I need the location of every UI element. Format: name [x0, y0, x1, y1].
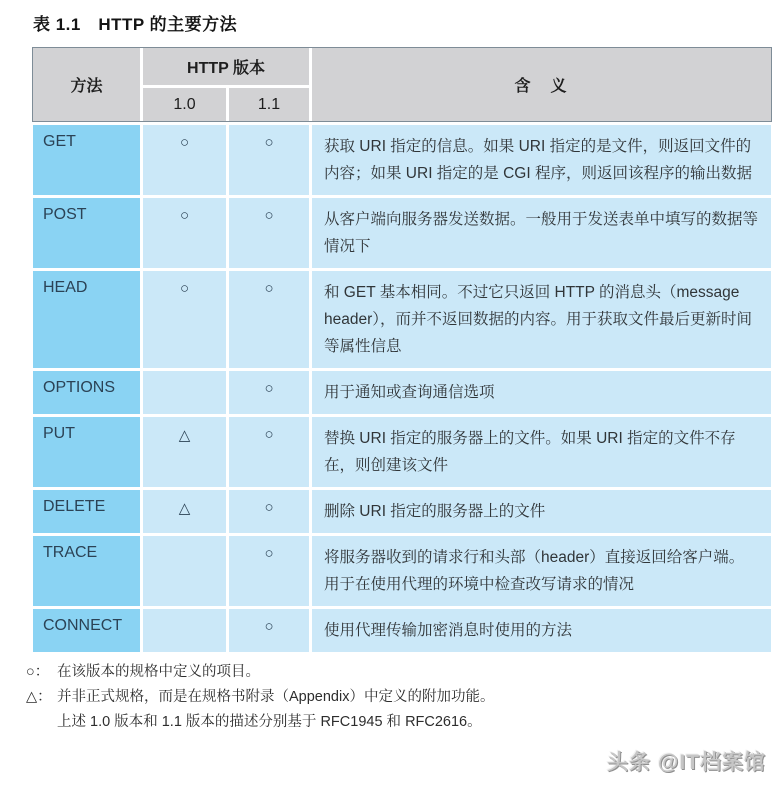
header-version-1-0: 1.0	[143, 88, 226, 121]
method-name-cell: DELETE	[33, 490, 140, 533]
version-1-0-cell: △	[143, 490, 226, 533]
meaning-cell: 用于通知或查询通信选项	[312, 371, 771, 414]
http-methods-table	[33, 48, 771, 652]
meaning-cell: 将服务器收到的请求行和头部（header）直接返回给客户端。用于在使用代理的环境中检查改写请求的情况	[312, 536, 771, 606]
footnote-line	[26, 710, 771, 735]
meaning-cell: 使用代理传输加密消息时使用的方法	[312, 609, 771, 652]
meaning-cell: 和 GET 基本相同。不过它只返回 HTTP 的消息头（message header），而并不返回数据的内容。用于获取文件最后更新时间等属性信息	[312, 271, 771, 368]
header-http-version-group: HTTP 版本	[143, 48, 309, 85]
meaning-cell: 从客户端向服务器发送数据。一般用于发送表单中填写的数据等情况下	[312, 198, 771, 268]
method-name-cell: GET	[33, 125, 140, 195]
footnote-symbol: ○：	[26, 664, 50, 680]
version-1-1-cell: ○	[229, 371, 309, 414]
version-1-1-cell: ○	[229, 536, 309, 606]
table-header	[33, 48, 771, 121]
table-body	[33, 125, 771, 652]
footnote-line	[26, 660, 771, 685]
method-name-cell: OPTIONS	[33, 371, 140, 414]
table-caption: 表 1.1 HTTP 的主要方法	[33, 15, 238, 34]
version-1-0-cell: ○	[143, 198, 226, 268]
footnote-text: 并非正式规格，而是在规格书附录（Appendix）中定义的附加功能。	[57, 689, 495, 705]
header-meaning: 含 义	[312, 48, 771, 121]
footnotes	[26, 660, 771, 735]
footnote-text: 在该版本的规格中定义的项目。	[57, 664, 260, 680]
version-1-0-cell: △	[143, 417, 226, 487]
version-1-0-cell: ○	[143, 271, 226, 368]
version-1-1-cell: ○	[229, 125, 309, 195]
version-1-1-cell: ○	[229, 271, 309, 368]
version-1-0-cell: ○	[143, 125, 226, 195]
footnote-symbol	[26, 710, 57, 735]
version-1-0-cell	[143, 536, 226, 606]
footnote-symbol: △：	[26, 689, 52, 705]
version-1-0-cell	[143, 609, 226, 652]
header-method: 方法	[33, 48, 140, 121]
method-name-cell: PUT	[33, 417, 140, 487]
method-name-cell: CONNECT	[33, 609, 140, 652]
meaning-cell: 删除 URI 指定的服务器上的文件	[312, 490, 771, 533]
version-1-0-cell	[143, 371, 226, 414]
method-name-cell: HEAD	[33, 271, 140, 368]
version-1-1-cell: ○	[229, 198, 309, 268]
footnote-text: 上述 1.0 版本和 1.1 版本的描述分别基于 RFC1945 和 RFC2616。	[57, 714, 482, 730]
method-name-cell: TRACE	[33, 536, 140, 606]
footnote-line	[26, 685, 771, 710]
meaning-cell: 获取 URI 指定的信息。如果 URI 指定的是文件，则返回文件的内容；如果 URI 指定的是 CGI 程序，则返回该程序的输出数据	[312, 125, 771, 195]
version-1-1-cell: ○	[229, 490, 309, 533]
version-1-1-cell: ○	[229, 417, 309, 487]
header-version-1-1: 1.1	[229, 88, 309, 121]
watermark: 头条 @IT档案馆	[607, 751, 766, 774]
method-name-cell: POST	[33, 198, 140, 268]
meaning-cell: 替换 URI 指定的服务器上的文件。如果 URI 指定的文件不存在，则创建该文件	[312, 417, 771, 487]
version-1-1-cell: ○	[229, 609, 309, 652]
